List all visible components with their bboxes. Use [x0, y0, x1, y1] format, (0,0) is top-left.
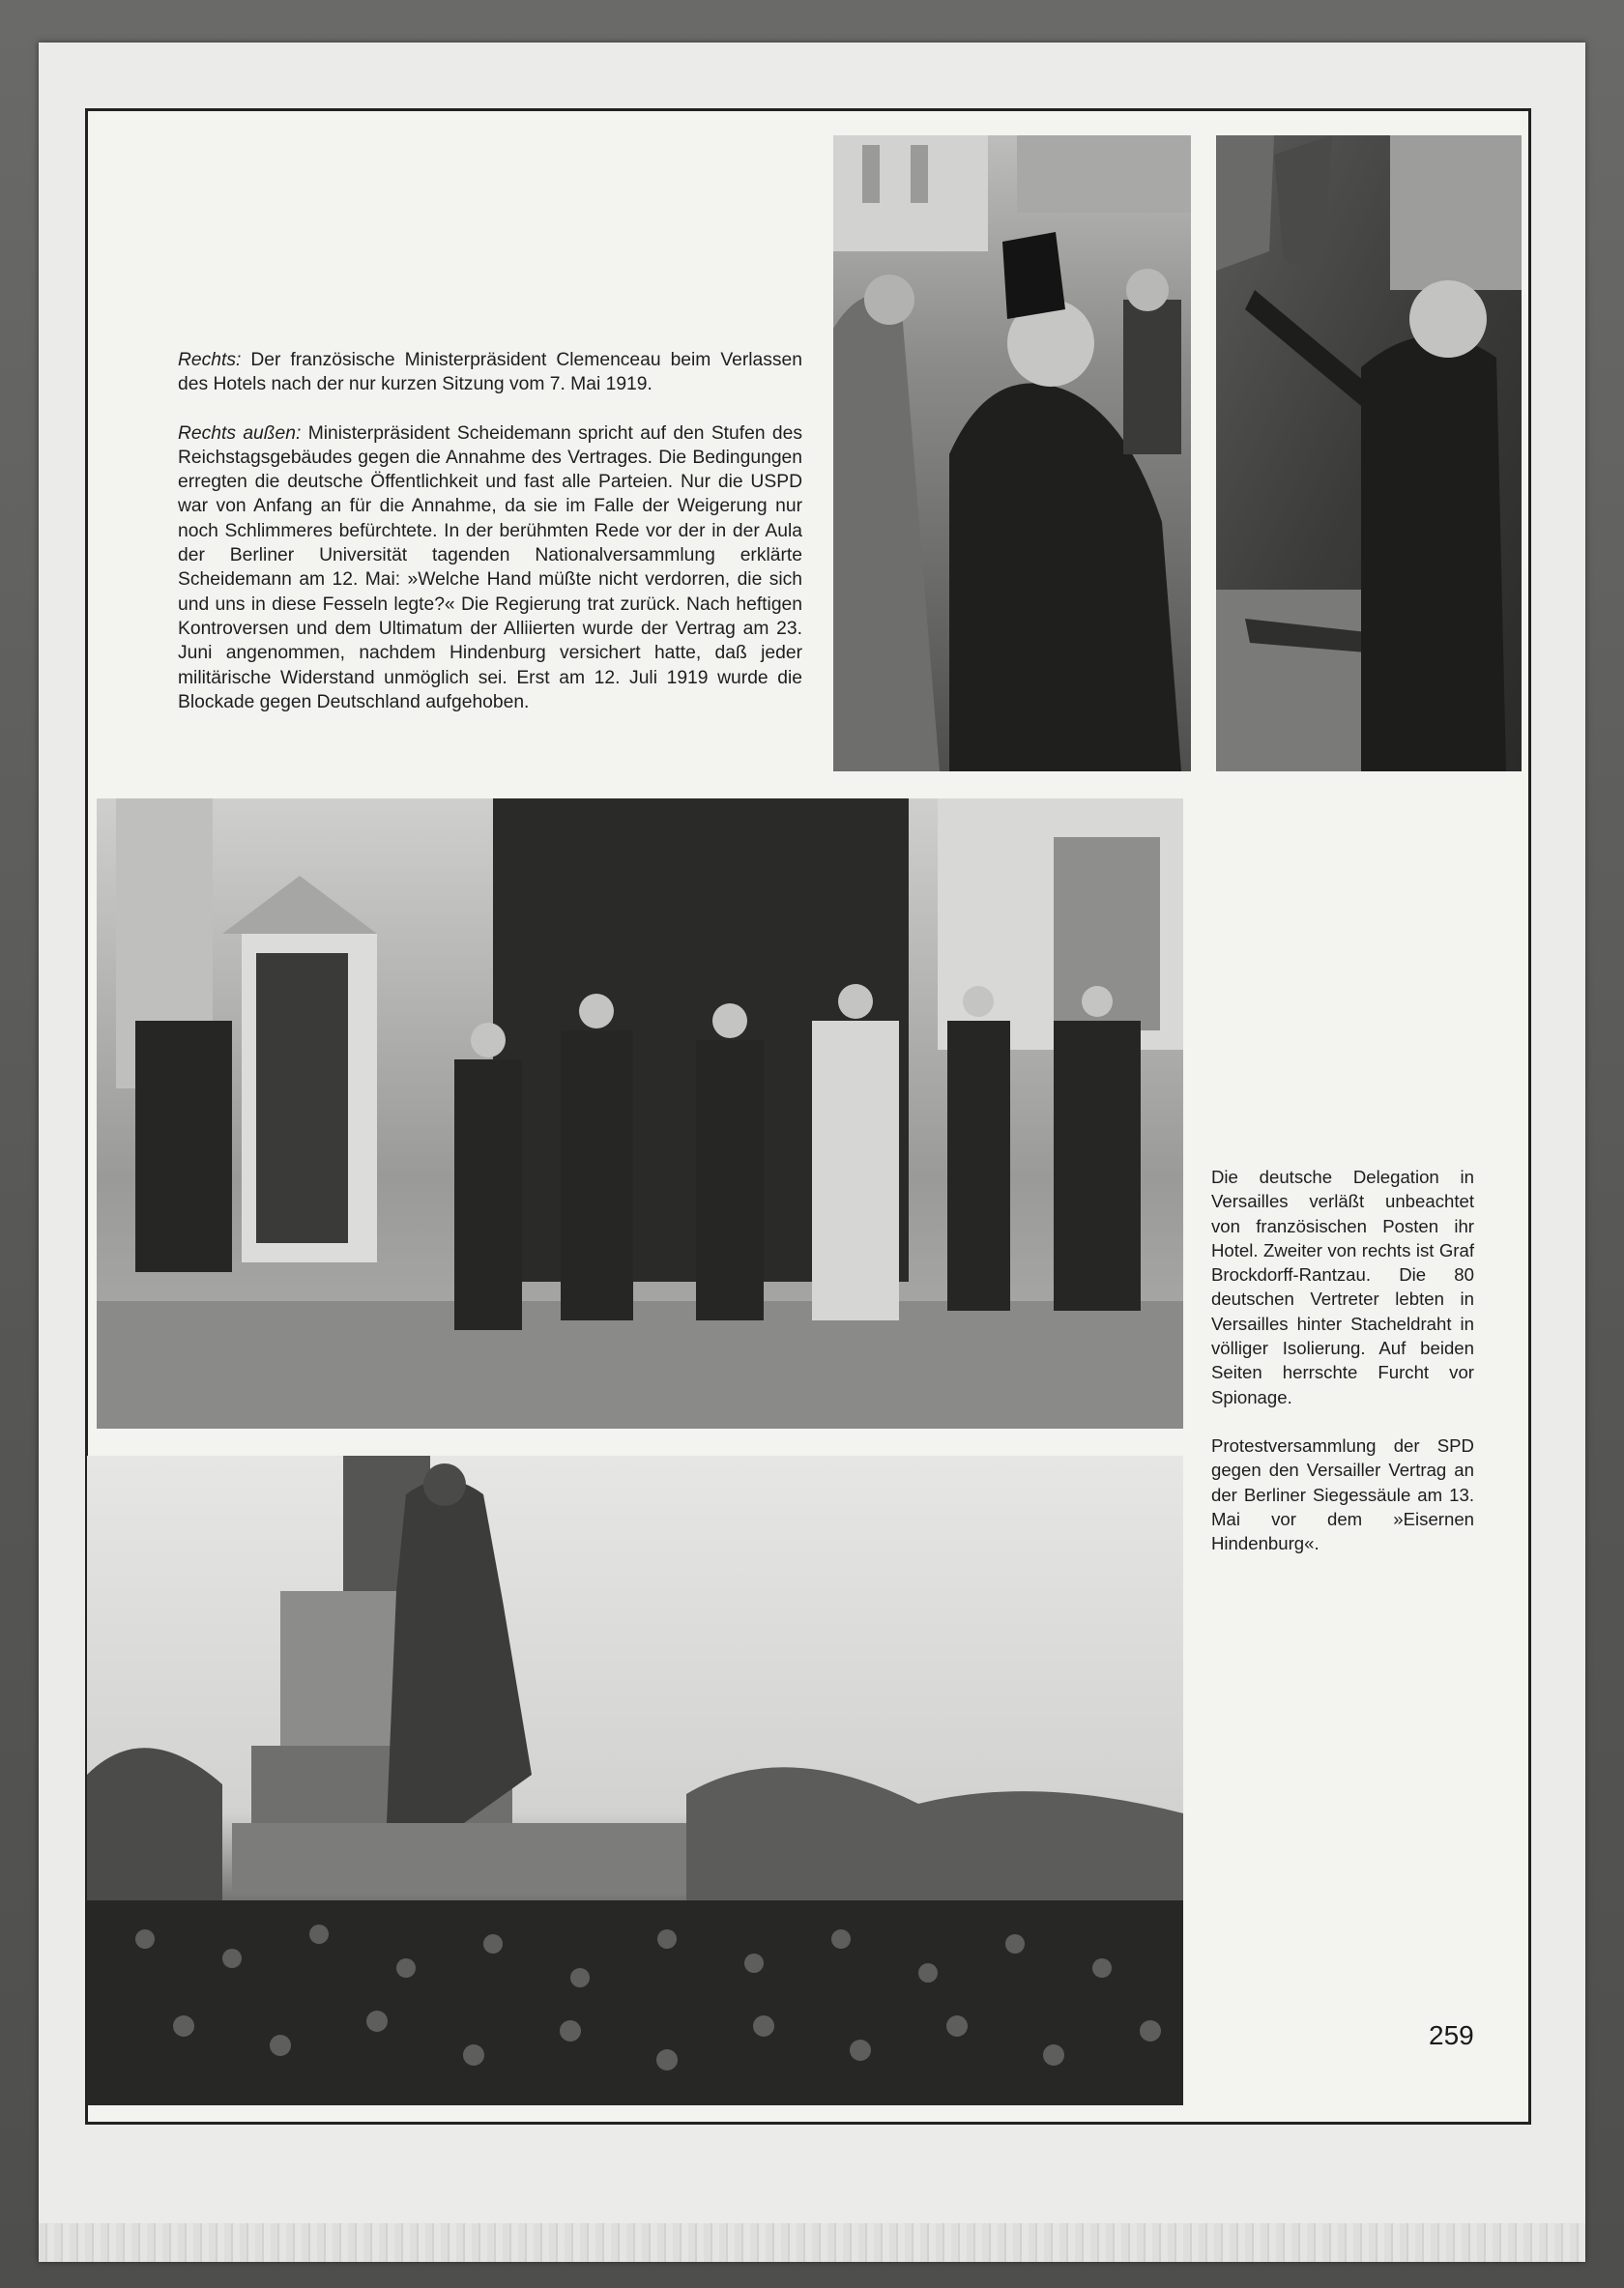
photo-delegation — [97, 798, 1183, 1429]
caption-delegation: Die deutsche Delegation in Versailles verläßt unbeachtet von französischen Posten ihr Hotel. Zweiter von rechts ist Graf Brockdorff-Rantzau. Die 80 deutschen Vertreter lebten in Versailles hinter Stacheldraht in völliger Isolierung. Auf beiden Seiten herrschte Furcht vor Spionage. — [1211, 1167, 1474, 1407]
caption-protest: Protestversammlung der SPD gegen den Versailler Vertrag an der Berliner Siegessäule am 13. Mai vor dem »Eisernen Hindenburg«. — [1211, 1434, 1474, 1554]
page-number: 259 — [1429, 2020, 1474, 2050]
photo-scheidemann — [1216, 135, 1522, 771]
caption-body: Ministerpräsident Scheidemann spricht auf den Stufen des Reichstagsgebäudes gegen die Annahme des Vertrages. Die Bedingungen erregten die deutsche Öffentlichkeit und fast alle Parteien. Nur die USPD war von Anfang an für die Annahme, da sie im Falle der Weigerung nur noch Schlimmeres befürchtete. In der berühmten Rede vor der in der Aula der Berliner Universität tagenden Nationalversammlung erklärte Scheidemann am 12. Mai: »Welche Hand müßte nicht verdorren, die sich und uns in diese Fesseln legte?« Die Regierung trat zurück. Nach heftigen Kontroversen und dem Ultimatum der Alliierten wurde der Vertrag am 23. Juni angenommen, nachdem Hindenburg versichert hatte, daß jeder militärische Widerstand unmöglich sei. Erst am 12. Juli 1919 wurde die Blockade gegen Deutschland aufgehoben. — [178, 422, 802, 712]
caption-clemenceau — [178, 348, 802, 397]
photo-protest — [87, 1456, 1183, 2105]
album-leaf-strip — [39, 2223, 1585, 2262]
caption-lead: Rechts außen: — [178, 422, 302, 444]
caption-scheidemann — [178, 421, 802, 715]
photo-clemenceau — [833, 135, 1191, 771]
caption-delegation-protest — [1211, 1165, 1474, 1555]
caption-body: Der französische Ministerpräsident Clemenceau beim Verlassen des Hotels nach der nur kurzen Sitzung vom 7. Mai 1919. — [178, 350, 802, 395]
caption-clemenceau-scheidemann — [178, 348, 802, 714]
caption-lead: Rechts: — [178, 350, 242, 370]
